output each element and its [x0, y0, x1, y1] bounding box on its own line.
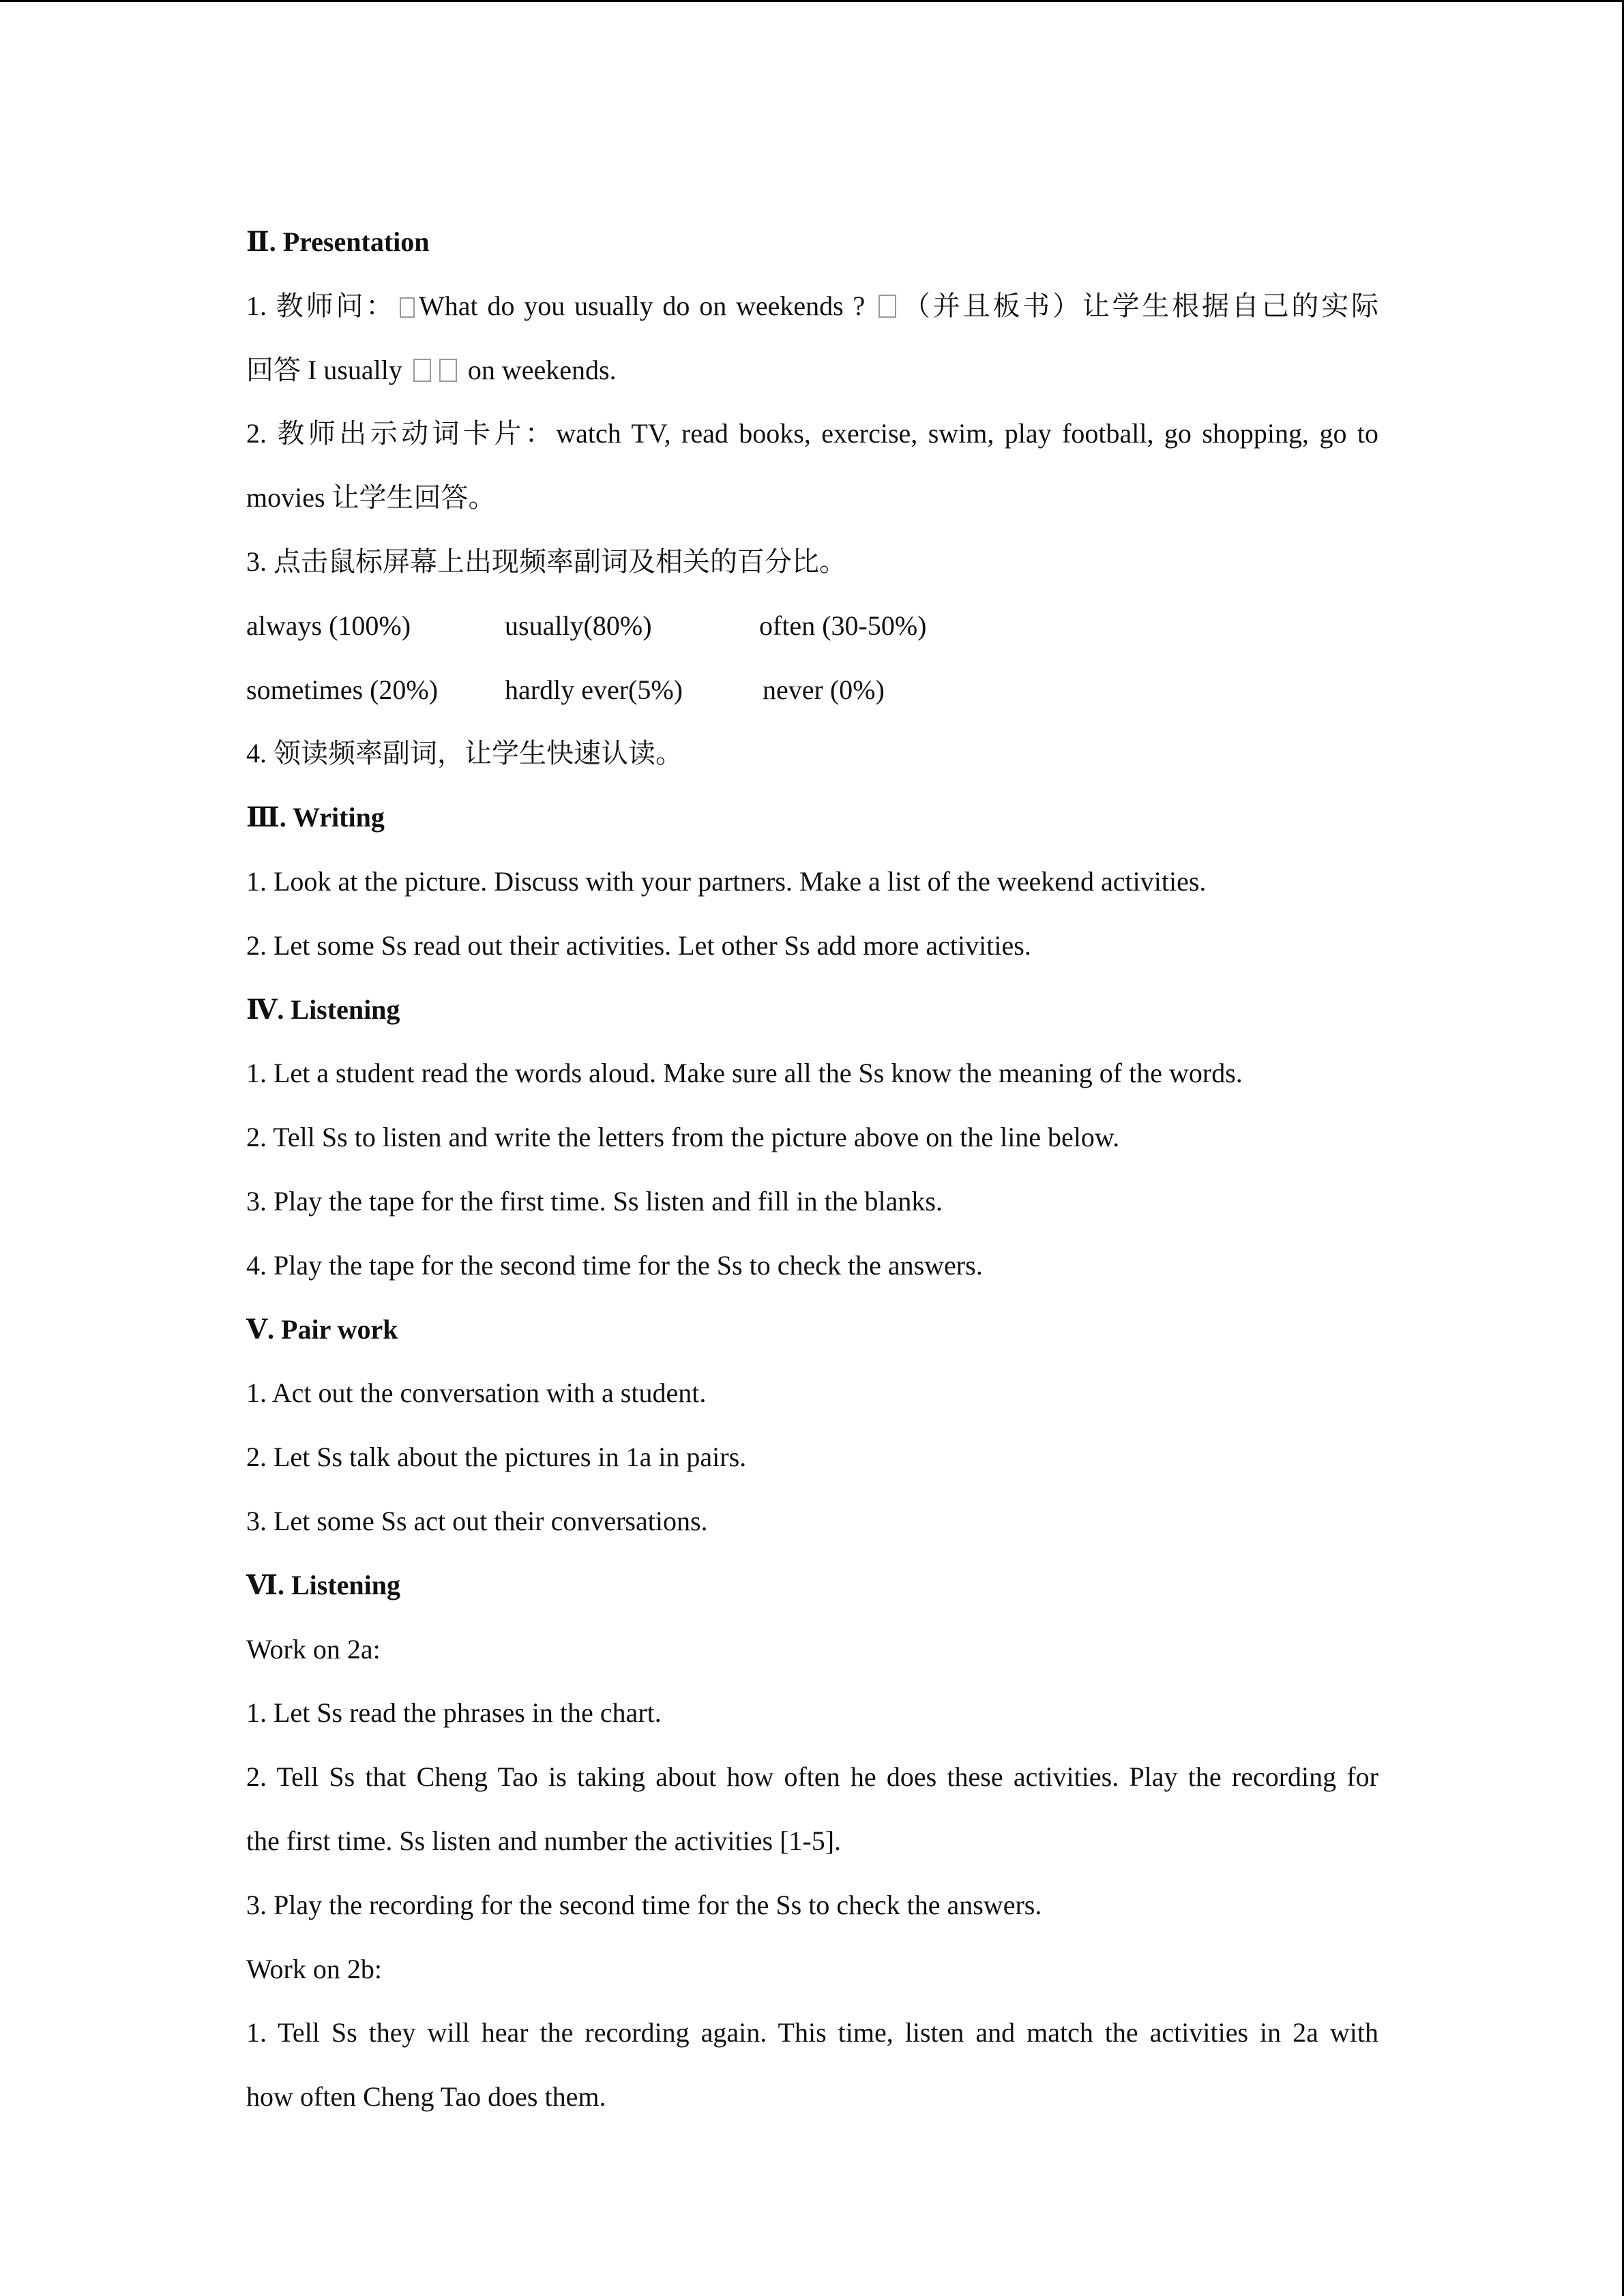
frequency-row-1	[246, 594, 1378, 658]
frequency-hardly-ever: hardly ever(5%)	[505, 674, 683, 705]
section-heading-listening: Ⅳ. Listening	[246, 994, 400, 1025]
missing-glyph-icon	[879, 295, 896, 318]
section-heading-listening-2: Ⅵ. Listening	[246, 1569, 401, 1600]
work-on-2b-label: Work on 2b:	[246, 1953, 382, 1984]
pair-work-item-1: 1. Act out the conversation with a student.	[246, 1377, 707, 1409]
section-heading-writing: Ⅲ. Writing	[246, 802, 385, 833]
presentation-item-4: 4. 领读频率副词，让学生快速认读。	[246, 738, 683, 769]
item1-instruction: （并且板书）让学生根据自己的实际	[900, 290, 1379, 321]
listening-item-1: 1. Let a student read the words aloud. Make sure all the Ss know the meaning of the words.	[246, 1058, 1243, 1089]
frequency-usually: usually(80%)	[505, 610, 652, 641]
writing-item-1: 1. Look at the picture. Discuss with your partners. Make a list of the weekend activities.	[246, 865, 1207, 897]
missing-glyph-icon	[400, 297, 415, 318]
work-2a-item-1: 1. Let Ss read the phrases in the chart.	[246, 1697, 662, 1729]
item1-answer-suffix: on weekends.	[467, 354, 617, 385]
pair-work-item-2: 2. Let Ss talk about the pictures in 1a in pairs.	[246, 1442, 747, 1473]
presentation-item-1	[246, 274, 1378, 338]
presentation-item-2: 2. 教师出示动词卡片：watch TV, read books, exercise, swim, play football, go shopping, go to	[246, 418, 1378, 449]
work-2a-item-3: 3. Play the recording for the second time for the Ss to check the answers.	[246, 1889, 1042, 1920]
listening-item-4: 4. Play the tape for the second time for the Ss to check the answers.	[246, 1249, 983, 1281]
presentation-item-3: 3. 点击鼠标屏幕上出现频率副词及相关的百分比。	[246, 546, 846, 577]
item1-prefix: 1. 教师问：	[246, 290, 396, 321]
frequency-often: often (30-50%)	[759, 610, 927, 641]
listening-item-2: 2. Tell Ss to listen and write the letters from the picture above on the line below.	[246, 1122, 1120, 1153]
lesson-plan-body	[246, 210, 1378, 2129]
missing-glyph-icon	[413, 359, 431, 382]
presentation-item-1-continued	[246, 338, 1378, 402]
frequency-always: always (100%)	[246, 610, 411, 641]
work-2b-item-1: 1. Tell Ss they will hear the recording again. This time, listen and match the activities in 2a with	[246, 2017, 1378, 2048]
work-2b-item-1-continued: how often Cheng Tao does them.	[246, 2081, 606, 2113]
presentation-item-2-continued: movies 让学生回答。	[246, 482, 496, 513]
work-on-2a-label: Work on 2a:	[246, 1633, 381, 1665]
writing-item-2: 2. Let some Ss read out their activities. Let other Ss add more activities.	[246, 929, 1031, 961]
item1-question: What do you usually do on weekends ?	[419, 290, 866, 321]
work-2a-item-2: 2. Tell Ss that Cheng Tao is taking about how often he does these activities. Play the recording for	[246, 1761, 1378, 1793]
section-heading-pair-work: Ⅴ. Pair work	[246, 1313, 398, 1345]
section-heading-presentation: Ⅱ. Presentation	[246, 226, 430, 257]
frequency-never: never (0%)	[763, 674, 885, 705]
frequency-row-2	[246, 658, 1378, 722]
listening-item-3: 3. Play the tape for the first time. Ss listen and fill in the blanks.	[246, 1185, 943, 1217]
pair-work-item-3: 3. Let some Ss act out their conversations.	[246, 1505, 708, 1536]
missing-glyph-icon	[439, 359, 457, 382]
work-2a-item-2-continued: the first time. Ss listen and number the activities [1-5].	[246, 1825, 842, 1856]
item1-answer-prefix: 回答 I usually	[246, 354, 402, 385]
frequency-sometimes: sometimes (20%)	[246, 674, 439, 705]
